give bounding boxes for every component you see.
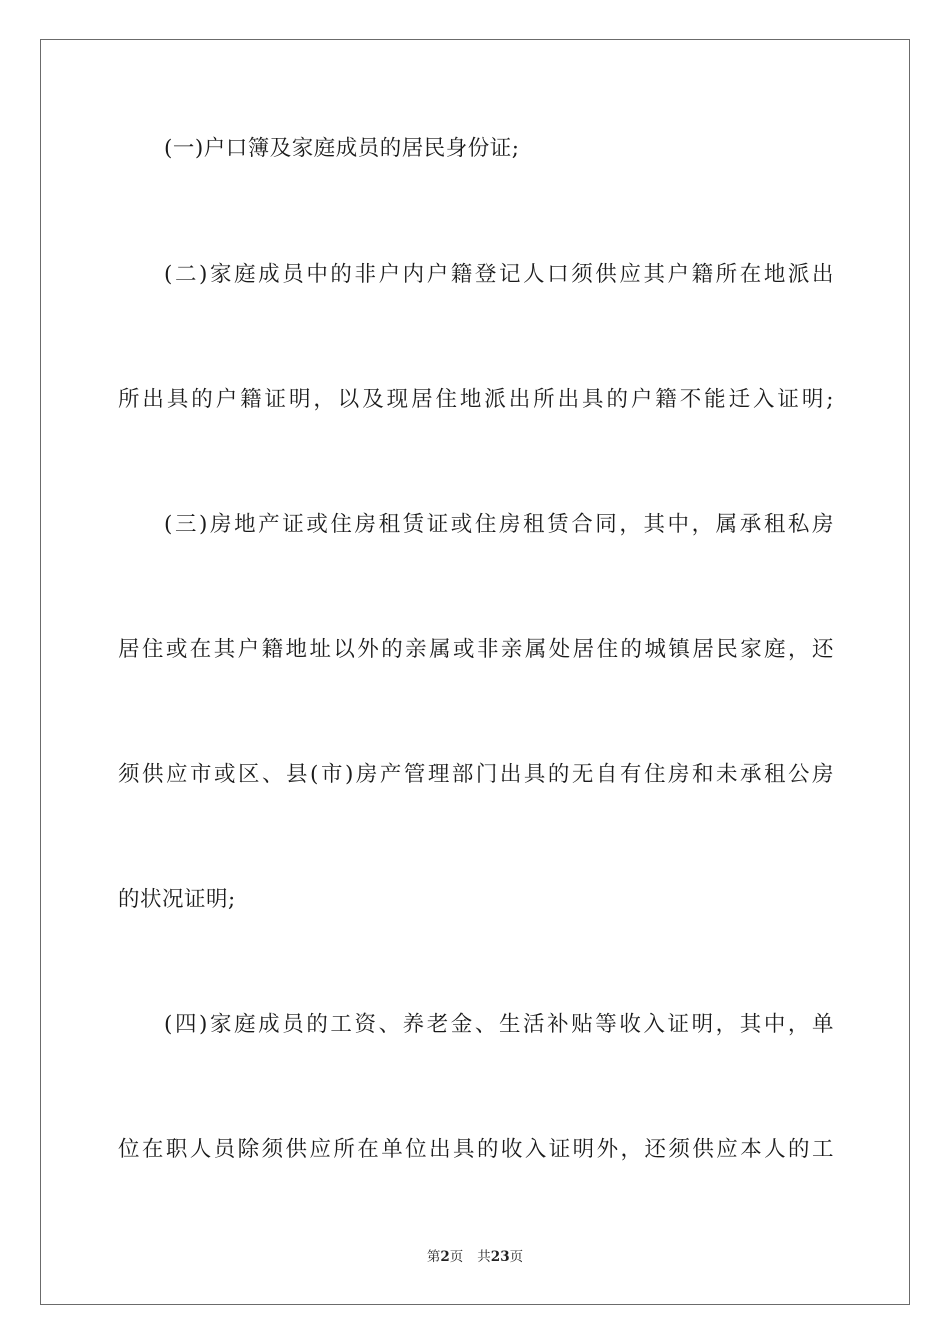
total-pages: 23 bbox=[490, 1249, 510, 1265]
paragraph-line-1: (一)户口簿及家庭成员的居民身份证; bbox=[164, 136, 520, 161]
paragraph-line-3: 所出具的户籍证明，以及现居住地派出所出具的户籍不能迁入证明; bbox=[118, 387, 834, 412]
page-prefix: 第 bbox=[426, 1249, 441, 1265]
paragraph-line-6: 须供应市或区、县(市)房产管理部门出具的无自有住房和未承租公房 bbox=[118, 762, 834, 787]
paragraph-line-8: (四)家庭成员的工资、养老金、生活补贴等收入证明，其中，单 bbox=[164, 1012, 834, 1037]
total-prefix: 共 bbox=[477, 1249, 491, 1265]
page-number: 2 bbox=[440, 1249, 450, 1265]
page-suffix: 页 bbox=[449, 1249, 464, 1265]
paragraph-line-9: 位在职人员除须供应所在单位出具的收入证明外，还须供应本人的工 bbox=[118, 1137, 834, 1162]
paragraph-line-4: (三)房地产证或住房租赁证或住房租赁合同，其中，属承租私房 bbox=[164, 512, 834, 537]
page-footer bbox=[0, 1248, 950, 1266]
paragraph-line-5: 居住或在其户籍地址以外的亲属或非亲属处居住的城镇居民家庭，还 bbox=[118, 637, 834, 662]
page-border bbox=[40, 39, 910, 1305]
paragraph-line-2: (二)家庭成员中的非户内户籍登记人口须供应其户籍所在地派出 bbox=[164, 262, 834, 287]
total-suffix: 页 bbox=[509, 1249, 524, 1265]
paragraph-line-7: 的状况证明; bbox=[118, 887, 236, 912]
